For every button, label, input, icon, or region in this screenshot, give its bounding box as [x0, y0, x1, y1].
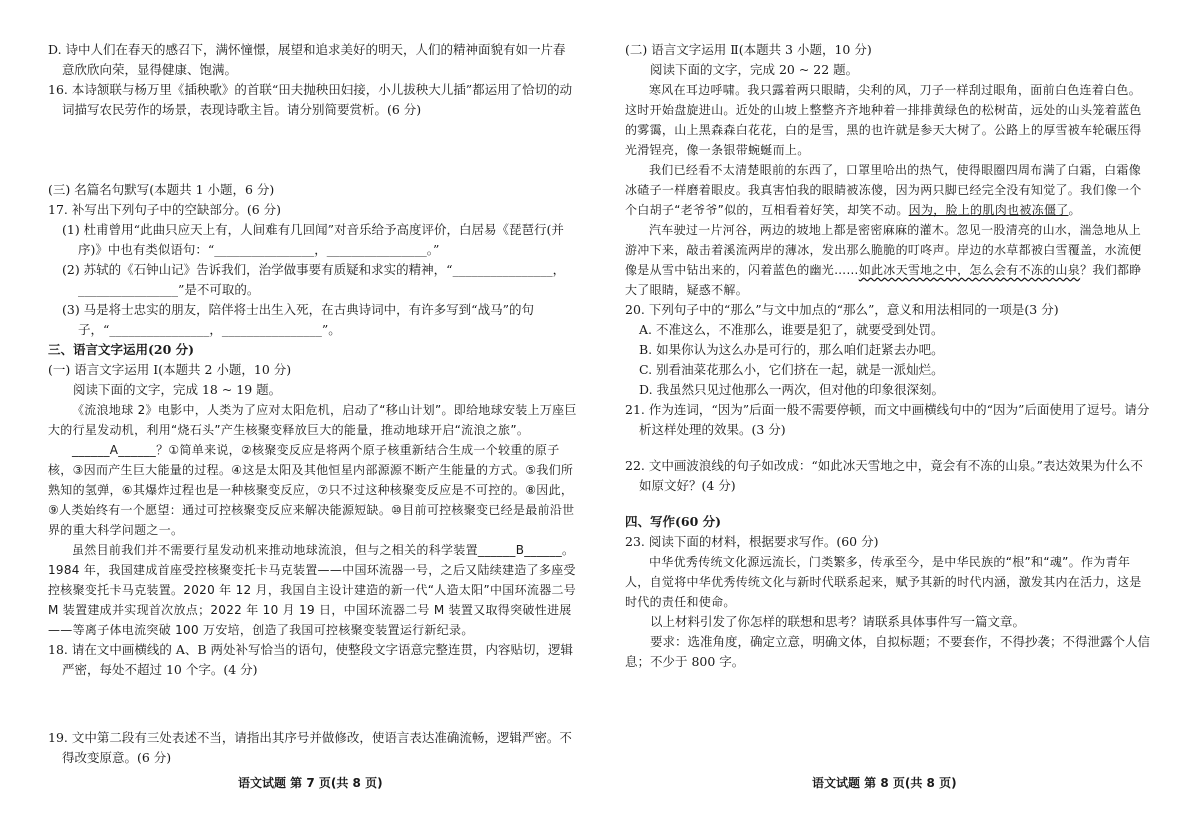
sub-2-intro: 阅读下面的文字，完成 20 ~ 22 题。 [650, 62, 859, 77]
passage-2-paragraph-1: 寒风在耳边呼啸。我只露着两只眼睛，尖利的风，刀子一样刮过眼角，面前白色连着白色。这时开始盘旋进山。近处的山坡上整整齐齐地种着一排排黄绿色的松树苗，远处的山头笼着蓝色的雾霭，山上黑森森白花花，白的是雪，黑的也许就是参天大树了。公路上的厚雪被车轮碾压得光滑锃亮，像一条银带蜿蜒而上。 [625, 83, 1142, 157]
q20-option-b: B. 如果你认为这么办是可行的，那么咱们赶紧去办吧。 [639, 342, 944, 357]
answer-space [625, 496, 1150, 512]
page-footer-right: 语文试题 第 8 页(共 8 页) [812, 776, 957, 790]
q17-prompt: 17. 补写出下列句子中的空缺部分。(6 分) [48, 202, 282, 217]
page-footer-left: 语文试题 第 7 页(共 8 页) [238, 776, 383, 790]
wavy-underlined-sentence: 如此冰天雪地之中，怎么会有不冻的山泉 [858, 263, 1081, 277]
answer-space [625, 440, 1150, 456]
q23-prompt: 23. 阅读下面的材料，根据要求写作。(60 分) [625, 534, 879, 549]
passage-2-paragraph-3 [625, 220, 1150, 300]
right-page [625, 40, 1150, 672]
answer-space [48, 680, 578, 728]
sub-1-intro: 阅读下面的文字，完成 18 ~ 19 题。 [73, 382, 282, 397]
sub-1-header: (一) 语言文字运用 Ⅰ(本题共 2 小题，10 分) [48, 362, 292, 377]
left-page [48, 40, 578, 768]
passage-1-paragraph-1: 《流浪地球 2》电影中，人类为了应对太阳危机，启动了“移山计划”。即给地球安装上万座巨大的行星发动机，利用“烧石头”产生核聚变释放巨大的能量，推动地球开启“流浪之旅”。 [48, 403, 577, 437]
passage-1-paragraph-3: 虽然目前我们并不需要行星发动机来推动地球流浪，但与之相关的科学装置______B______。1984 年，我国建成首座受控核聚变托卡马克装置——中国环流器一号，之后又陆续建造了多座受控核聚变托卡马克装置。2020 年 12 月，我国自主设计建造的新一代“人造太阳”中国环流器二号 M 装置建成并实现首次放点；2022 年 10 月 19 日，中国环流器二号 M 装置又取得突破性进展——等离子体电流突破 100 万安培，创造了我国可控核聚变装置运行新纪录。 [48, 543, 577, 637]
passage-1-paragraph-2: ______A______？①简单来说，②核聚变反应是将两个原子核重新结合生成一个较重的原子核，③因而产生巨大能量的过程。④这是太阳及其他恒星内部源源不断产生能量的方式。⑤我们所熟知的氢弹，⑥其爆炸过程也是一种核聚变反应，⑦只不过这种核聚变反应是不可控的。⑧因此，⑨人类始终有一个愿望：通过可控核聚变反应来解决能源短缺。⑩目前可控核聚变已经是最前沿世界的重大科学问题之一。 [48, 443, 575, 537]
q23-writing-prompt: 以上材料引发了你怎样的联想和思考？请联系具体事件写一篇文章。 [650, 614, 1026, 629]
q16-prompt: 16. 本诗颔联与杨万里《插秧歌》的首联“田夫抛秧田妇接，小儿拔秧大儿插”都运用了恰切的动词描写农民劳作的场景，表现诗歌主旨。请分别简要赏析。(6 分) [48, 82, 573, 117]
underlined-sentence: 因为，脸上的肌肉也被冻僵了 [908, 203, 1069, 217]
q17-item-3: (3) 马是将士忠实的朋友，陪伴将士出生入死，在古典诗词中，有许多写到“战马”的句子，“________________，________________”。 [62, 302, 534, 337]
q21-prompt: 21. 作为连词，“因为”后面一般不需要停顿，而文中画横线句中的“因为”后面使用了逗号。请分析这样处理的效果。(3 分) [625, 402, 1150, 437]
q18-prompt: 18. 请在文中画横线的 A、B 两处补写恰当的语句，使整段文字语意完整连贯，内容贴切，逻辑严密，每处不超过 10 个字。(4 分) [48, 642, 574, 677]
q23-material: 中华优秀传统文化源远流长，门类繁多，传承至今，是中华民族的“根”和“魂”。作为青年人，自觉将中华优秀传统文化与新时代联系起来，赋予其新的时代内涵，激发其内在活力，这是时代的责任和使命。 [625, 555, 1142, 609]
q17-item-2: (2) 苏轼的《石钟山记》告诉我们，治学做事要有质疑和求实的精神，“________________，________________”是不可取的。 [62, 262, 566, 297]
q17-item-1: (1) 杜甫曾用“此曲只应天上有，人间难有几回闻”对音乐给予高度评价，白居易《琵琶行(并序)》中也有类似语句：“________________，________________。” [62, 222, 564, 257]
q15-option-d: D. 诗中人们在春天的感召下，满怀憧憬，展望和追求美好的明天，人们的精神面貌有如一片春意欣欣向荣，显得健康、饱满。 [48, 42, 566, 77]
passage-2-paragraph-2-text: 我们已经看不太清楚眼前的东西了，口罩里哈出的热气，使得眼圈四周布满了白霜，白霜像冰碴子一样磨着眼皮。我真害怕我的眼睛被冻傻，因为两只脚已经完全没有知觉了。我们像一个个白胡子“老爷爷”似的，互相看着好笑，却笑不动。 [625, 163, 1142, 217]
part-4-header: 四、写作(60 分) [625, 514, 722, 529]
q20-option-c: C. 别看油菜花那么小，它们挤在一起，就是一派灿烂。 [639, 362, 944, 377]
q19-prompt: 19. 文中第二段有三处表述不当，请指出其序号并做修改，使语言表达准确流畅，逻辑严密。不得改变原意。(6 分) [48, 730, 572, 765]
q20-option-d: D. 我虽然只见过他那么一两次，但对他的印象很深刻。 [639, 382, 945, 397]
section-3-header: (三) 名篇名句默写(本题共 1 小题，6 分) [48, 182, 275, 197]
part-3-header: 三、语言文字运用(20 分) [48, 342, 195, 357]
q23-requirements: 要求：选准角度，确定立意，明确文体，自拟标题；不要套作，不得抄袭；不得泄露个人信息；不少于 800 字。 [625, 634, 1151, 669]
answer-space [48, 120, 578, 180]
passage-2-paragraph-2 [625, 160, 1150, 220]
passage-2-paragraph-2-end: 。 [1068, 203, 1081, 217]
passage-2-paragraph-3-text: 汽车驶过一片河谷，两边的坡地上都是密密麻麻的灌木。忽见一股清亮的山水，湍急地从上游冲下来，敲击着溪流两岸的薄冰，发出那么脆脆的叮咚声。岸边的水草都被白雪覆盖，水流便像是从雪中钻出来的，闪着蓝色的幽光…… [625, 223, 1142, 277]
q20-option-a: A. 不准这么，不准那么，谁要是犯了，就要受到处罚。 [639, 322, 944, 337]
q22-prompt: 22. 文中画波浪线的句子如改成：“如此冰天雪地之中，竟会有不冻的山泉。”表达效果为什么不如原文好？(4 分) [625, 458, 1143, 493]
sub-2-header: (二) 语言文字运用 Ⅱ(本题共 3 小题，10 分) [625, 42, 872, 57]
q20-prompt: 20. 下列句子中的“那么”与文中加点的“那么”，意义和用法相同的一项是(3 分) [625, 302, 1059, 317]
passage-2-paragraph-3-end: ？我们都睁大了眼睛，疑惑不解。 [625, 263, 1142, 297]
